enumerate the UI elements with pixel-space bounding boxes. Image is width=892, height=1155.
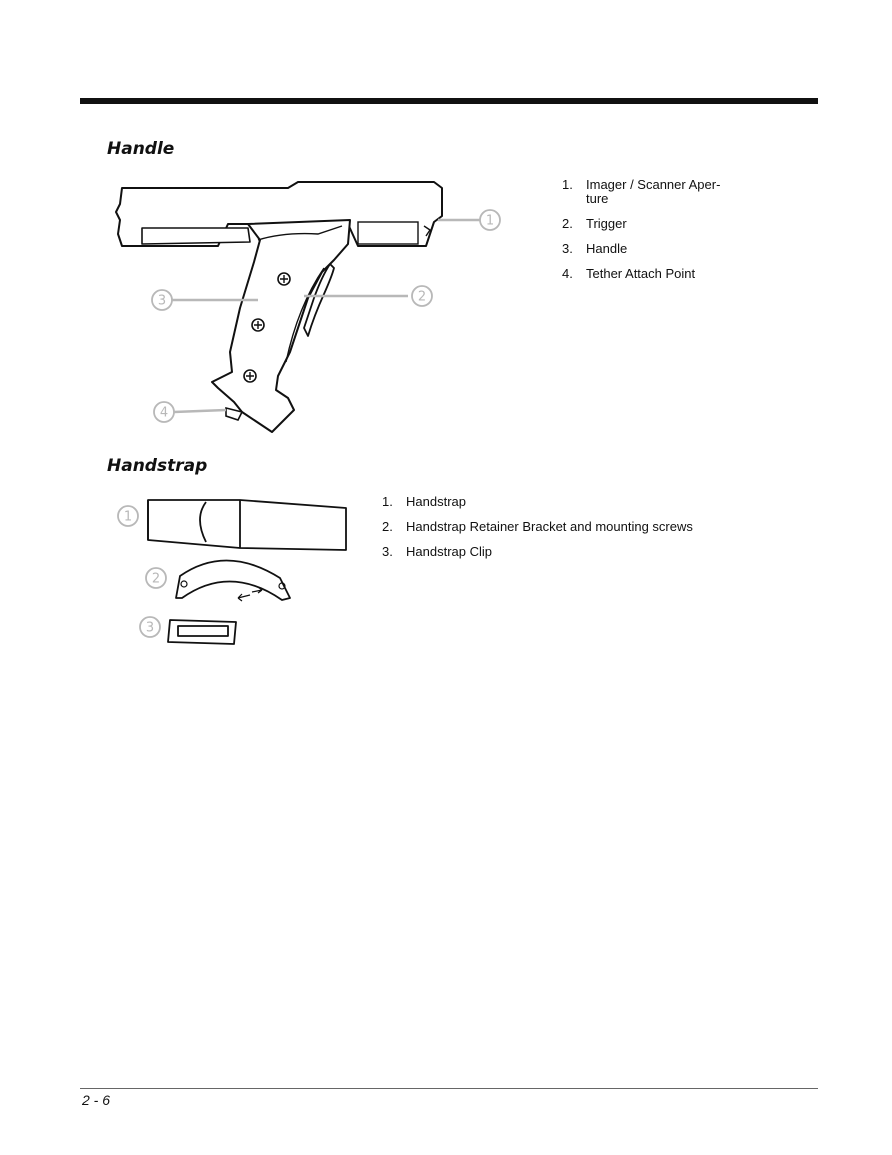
list-item: 1. Handstrap xyxy=(382,494,466,509)
callout-2-label: 2 xyxy=(417,289,427,305)
callout-1-label: 1 xyxy=(485,213,495,229)
callout-3-label: 3 xyxy=(157,293,167,309)
strap-callout-2-label: 2 xyxy=(151,571,161,587)
list-item: 4. Tether Attach Point xyxy=(562,266,696,281)
list-item: 2. Handstrap Retainer Bracket and mounting screws xyxy=(382,519,693,534)
handle-parts-list xyxy=(562,178,720,292)
list-item: 2. Trigger xyxy=(562,216,627,231)
list-item: 3. Handle xyxy=(562,241,628,256)
strap-callout-3-label: 3 xyxy=(145,620,155,636)
handstrap-parts-list xyxy=(382,495,693,570)
handstrap-illustration xyxy=(110,494,350,650)
strap-callout-1-label: 1 xyxy=(123,509,133,525)
handle-heading: Handle xyxy=(107,139,175,159)
list-item: 3. Handstrap Clip xyxy=(382,544,492,559)
handle-illustration xyxy=(108,176,508,438)
handstrap-heading: Handstrap xyxy=(107,456,208,476)
bottom-rule xyxy=(80,1088,818,1089)
list-item: 1. Imager / Scanner Aper- ture xyxy=(562,177,721,206)
callout-4-label: 4 xyxy=(159,405,169,421)
top-rule xyxy=(80,98,818,104)
page-number: 2 - 6 xyxy=(82,1092,111,1108)
